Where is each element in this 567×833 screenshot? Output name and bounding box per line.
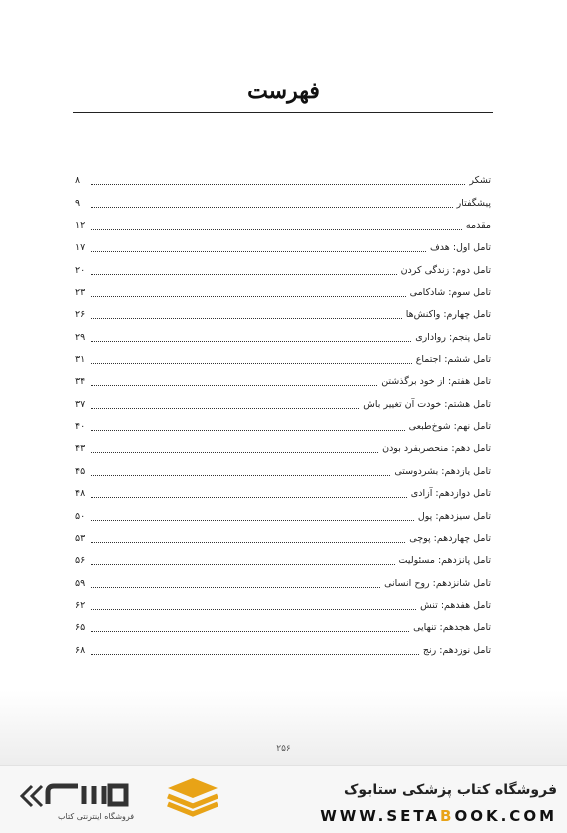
toc-dot-leader	[91, 207, 453, 208]
toc-entry-page: ۴۸	[75, 488, 86, 500]
logo-tagline: فروشگاه اینترنتی کتاب	[58, 812, 135, 821]
store-logo[interactable]	[18, 774, 218, 826]
toc-dot-leader	[91, 274, 397, 275]
toc-dot-leader	[91, 318, 402, 319]
toc-dot-leader	[91, 497, 407, 498]
toc-dot-leader	[91, 363, 412, 364]
toc-entry[interactable]	[75, 388, 491, 410]
toc-dot-leader	[91, 251, 426, 252]
toc-entry-title: تامل هفدهم: تنش	[420, 599, 491, 611]
toc-entry-title: تامل شانزدهم: روح انسانی	[384, 577, 491, 589]
title-divider	[73, 112, 493, 113]
toc-dot-leader	[91, 631, 409, 632]
toc-dot-leader	[91, 452, 378, 453]
toc-entry[interactable]	[75, 567, 491, 589]
toc-entry-page: ۶۸	[75, 644, 86, 656]
table-of-contents	[75, 165, 491, 657]
toc-entry-page: ۳۴	[75, 376, 86, 388]
toc-entry[interactable]	[75, 634, 491, 656]
toc-entry-page: ۵۶	[75, 555, 86, 567]
page-title: فهرست	[247, 78, 320, 104]
toc-dot-leader	[91, 341, 411, 342]
toc-entry-title: تامل دهم: منحصربفرد بودن	[382, 443, 491, 455]
toc-entry-page: ۴۵	[75, 465, 86, 477]
toc-entry-title: تامل هشتم: خودت آن تغییر باش	[363, 398, 491, 410]
toc-entry-page: ۵۰	[75, 510, 86, 522]
toc-entry-page: ۵۹	[75, 577, 86, 589]
toc-entry[interactable]	[75, 187, 491, 209]
toc-entry-title: تامل ششم: اجتماع	[415, 354, 491, 366]
toc-dot-leader	[91, 184, 465, 185]
toc-entry-title: تامل دوم: زندگی کردن	[400, 264, 491, 276]
toc-entry-page: ۲۰	[75, 264, 86, 276]
toc-entry-title: مقدمه	[465, 220, 491, 232]
toc-entry-page: ۴۳	[75, 443, 86, 455]
toc-dot-leader	[91, 654, 419, 655]
store-url-link[interactable]	[320, 807, 557, 825]
toc-entry[interactable]	[75, 523, 491, 545]
toc-entry-title: تامل پنجم: رواداری	[415, 331, 491, 343]
toc-dot-leader	[91, 609, 416, 610]
toc-entry[interactable]	[75, 210, 491, 232]
toc-entry[interactable]	[75, 344, 491, 366]
toc-entry-title: تامل چهاردهم: پوچی	[409, 532, 491, 544]
toc-entry-page: ۹	[75, 197, 81, 209]
toc-entry-page: ۵۳	[75, 532, 86, 544]
toc-dot-leader	[91, 430, 405, 431]
toc-dot-leader	[91, 229, 462, 230]
toc-entry[interactable]	[75, 455, 491, 477]
toc-entry[interactable]	[75, 478, 491, 500]
toc-entry-page: ۲۶	[75, 309, 86, 321]
toc-entry-title: تامل نهم: شوخ‌طبعی	[408, 421, 491, 433]
toc-entry[interactable]	[75, 165, 491, 187]
toc-entry[interactable]	[75, 590, 491, 612]
toc-entry-title: تامل پانزدهم: مسئولیت	[398, 555, 491, 567]
toc-entry[interactable]	[75, 277, 491, 299]
toc-dot-leader	[91, 587, 380, 588]
toc-entry-title: تشکر	[469, 175, 491, 187]
toc-entry[interactable]	[75, 321, 491, 343]
toc-dot-leader	[91, 475, 390, 476]
toc-entry-title: تامل نوزدهم: رنج	[422, 644, 491, 656]
page-number: ۲۵۶	[276, 744, 291, 754]
toc-entry-page: ۳۱	[75, 354, 86, 366]
toc-entry[interactable]	[75, 366, 491, 388]
toc-dot-leader	[91, 542, 405, 543]
toc-entry-page: ۱۲	[75, 220, 86, 232]
toc-entry-title: تامل یازدهم: بشردوستی	[394, 465, 491, 477]
toc-entry-page: ۲۳	[75, 287, 86, 299]
url-suffix: OOK.COM	[454, 807, 557, 825]
toc-entry[interactable]	[75, 433, 491, 455]
toc-entry[interactable]	[75, 299, 491, 321]
store-banner	[0, 765, 567, 833]
store-name: فروشگاه کتاب پزشکی ستابوک	[344, 782, 557, 798]
toc-entry-title: پیشگفتار	[456, 197, 491, 209]
toc-entry[interactable]	[75, 545, 491, 567]
url-accent: B	[440, 807, 455, 825]
toc-dot-leader	[91, 385, 377, 386]
toc-entry-title: تامل چهارم: واکنش‌ها	[405, 309, 491, 321]
toc-entry-title: تامل هجدهم: تنهایی	[413, 622, 491, 634]
toc-entry[interactable]	[75, 500, 491, 522]
url-prefix: WWW.SETA	[320, 807, 441, 825]
toc-dot-leader	[91, 520, 414, 521]
toc-entry[interactable]	[75, 254, 491, 276]
toc-entry-page: ۸	[75, 175, 81, 187]
toc-entry-page: ۱۷	[75, 242, 86, 254]
toc-entry-page: ۲۹	[75, 331, 86, 343]
toc-dot-leader	[91, 296, 406, 297]
toc-entry-page: ۴۰	[75, 421, 86, 433]
toc-entry[interactable]	[75, 411, 491, 433]
toc-entry-title: تامل هفتم: از خود برگذشتن	[381, 376, 491, 388]
toc-entry-page: ۶۵	[75, 622, 86, 634]
toc-entry-title: تامل سوم: شادکامی	[409, 287, 491, 299]
toc-dot-leader	[91, 564, 395, 565]
toc-entry-title: تامل سیزدهم: پول	[417, 510, 491, 522]
toc-dot-leader	[91, 408, 359, 409]
toc-entry-page: ۶۲	[75, 599, 86, 611]
toc-entry-title: تامل دوازدهم: آزادی	[410, 488, 491, 500]
toc-entry[interactable]	[75, 612, 491, 634]
toc-entry-title: تامل اول: هدف	[429, 242, 491, 254]
toc-entry[interactable]	[75, 232, 491, 254]
toc-entry-page: ۳۷	[75, 398, 86, 410]
